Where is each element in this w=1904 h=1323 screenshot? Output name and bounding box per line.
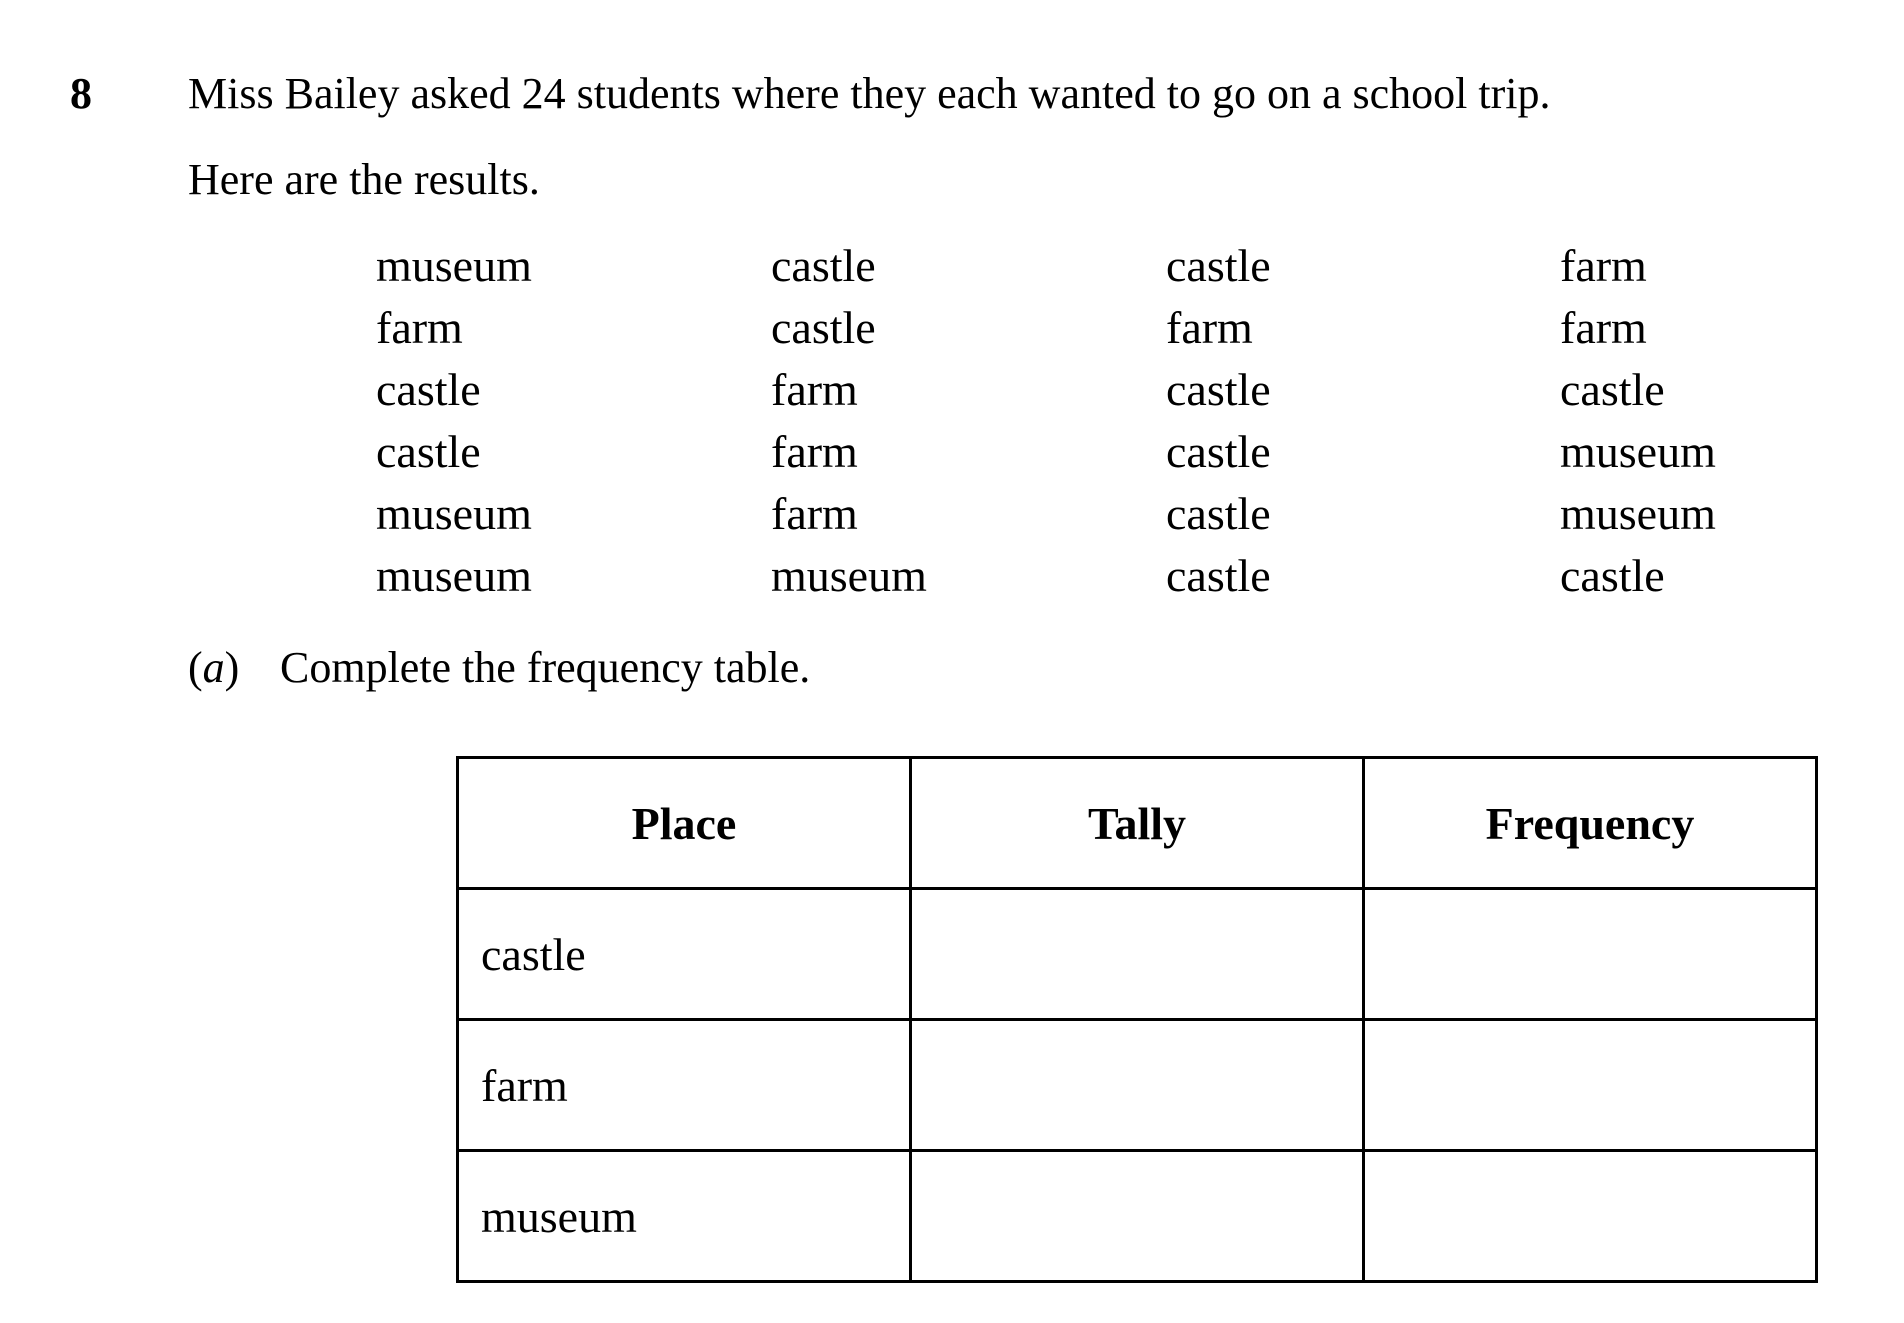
result-item: museum <box>1560 426 1716 477</box>
result-item: castle <box>771 240 876 291</box>
frequency-cell[interactable] <box>1364 1020 1817 1151</box>
table-row <box>458 1151 1817 1282</box>
result-item: castle <box>1166 488 1271 539</box>
result-item: castle <box>376 364 481 415</box>
result-item: castle <box>1166 364 1271 415</box>
question-number: 8 <box>70 69 92 118</box>
question-text: Miss Bailey asked 24 students where they each wanted to go on a school trip. <box>188 69 1551 118</box>
result-item: museum <box>376 488 532 539</box>
table-row <box>458 1020 1817 1151</box>
result-item: castle <box>1166 550 1271 601</box>
result-item: farm <box>1166 302 1253 353</box>
result-item: farm <box>771 488 858 539</box>
results-intro: Here are the results. <box>188 155 540 204</box>
part-a-label: (a) <box>188 643 240 692</box>
result-item: farm <box>1560 240 1647 291</box>
result-item: castle <box>1166 240 1271 291</box>
result-item: castle <box>1560 550 1665 601</box>
place-cell: castle <box>458 889 911 1020</box>
result-item: farm <box>771 364 858 415</box>
table-header-row <box>458 758 1817 889</box>
result-item: farm <box>771 426 858 477</box>
part-a-instruction <box>188 638 810 698</box>
result-item: museum <box>771 550 927 601</box>
result-item: museum <box>1560 488 1716 539</box>
tally-cell[interactable] <box>911 1020 1364 1151</box>
frequency-table <box>456 756 1818 1283</box>
result-item: castle <box>1560 364 1665 415</box>
tally-cell[interactable] <box>911 889 1364 1020</box>
frequency-cell[interactable] <box>1364 1151 1817 1282</box>
result-item: museum <box>376 550 532 601</box>
part-a-text: Complete the frequency table. <box>280 643 811 692</box>
result-item: museum <box>376 240 532 291</box>
result-item: castle <box>771 302 876 353</box>
result-item: farm <box>1560 302 1647 353</box>
header-place: Place <box>458 758 911 889</box>
header-frequency: Frequency <box>1364 758 1817 889</box>
header-tally: Tally <box>911 758 1364 889</box>
place-cell: museum <box>458 1151 911 1282</box>
result-item: castle <box>1166 426 1271 477</box>
result-item: castle <box>376 426 481 477</box>
tally-cell[interactable] <box>911 1151 1364 1282</box>
table-row <box>458 889 1817 1020</box>
place-cell: farm <box>458 1020 911 1151</box>
result-item: farm <box>376 302 463 353</box>
frequency-cell[interactable] <box>1364 889 1817 1020</box>
